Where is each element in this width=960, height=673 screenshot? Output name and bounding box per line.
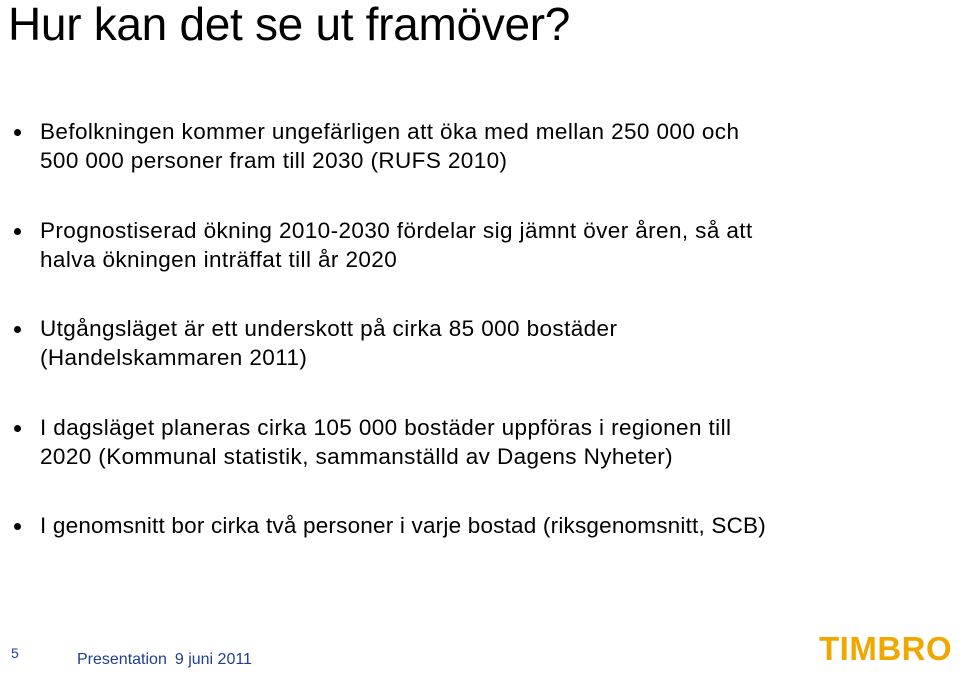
bullet-text: Prognostiserad ökning 2010-2030 fördelar sig jämnt över åren, så att halva ökningen inträffat till år 2020: [40, 218, 753, 272]
bullet-icon: [14, 425, 21, 432]
bullet-icon: [14, 523, 21, 530]
bullet-text: Utgångsläget är ett underskott på cirka 85 000 bostäder (Handelskammaren 2011): [40, 316, 618, 370]
bullet-text: Befolkningen kommer ungefärligen att öka med mellan 250 000 och 500 000 personer fram till 2030 (RUFS 2010): [40, 119, 740, 173]
bullet-icon: [14, 228, 21, 235]
page-number: 5: [11, 645, 19, 661]
slide-title: Hur kan det se ut framöver?: [8, 0, 571, 50]
brand-logo: TIMBRO: [819, 630, 953, 667]
bullet-icon: [14, 326, 21, 333]
footer-caption: [77, 651, 252, 669]
bullet-text: I dagsläget planeras cirka 105 000 bostäder uppföras i regionen till 2020 (Kommunal statistik, sammanställd av Dagens Nyheter): [40, 415, 732, 469]
footer-label: Presentation: [77, 651, 167, 668]
bullet-icon: [14, 129, 21, 136]
bullet-text: I genomsnitt bor cirka två personer i varje bostad (riksgenomsnitt, SCB): [40, 513, 766, 538]
footer-date: 9 juni 2011: [174, 651, 252, 668]
